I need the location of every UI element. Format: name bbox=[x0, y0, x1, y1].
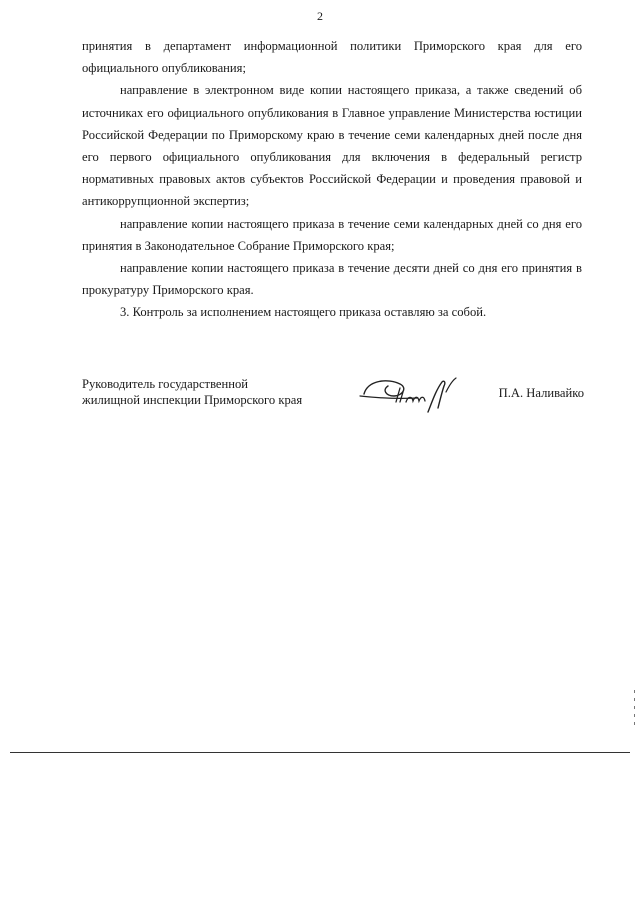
signer-title-line-2: жилищной инспекции Приморского края bbox=[82, 392, 303, 407]
signer-name: П.А. Наливайко bbox=[498, 386, 584, 400]
signer-title-line-1: Руководитель государственной bbox=[82, 377, 249, 391]
page-number: 2 bbox=[317, 9, 323, 23]
paragraph-prosecutor: направление копии настоящего приказа в течение десяти дней со дня его принятия в прокуратуру Приморского края. bbox=[82, 261, 582, 298]
paragraph-continuation: принятия в департамент информационной политики Приморского края для его официального опубликования; bbox=[82, 39, 582, 76]
bottom-divider-line bbox=[10, 752, 630, 753]
paragraph-control-clause: 3. Контроль за исполнением настоящего приказа оставляю за собой. bbox=[120, 305, 487, 320]
signer-title bbox=[82, 377, 302, 408]
document-body bbox=[82, 35, 582, 324]
scan-artifact-marks bbox=[632, 690, 636, 736]
signature-block bbox=[82, 372, 584, 432]
paragraph-electronic-copy: направление в электронном виде копии настоящего приказа, а также сведений об источниках его официального опубликования в Главное управление Министерства юстиции Российской Федерации по Приморскому краю в течение семи календарных дней после дня его первого официального опубликования для включения в федеральный регистр нормативных правовых актов субъектов Российской Федерации и проведения правовой и антикоррупционной экспертиз; bbox=[82, 83, 582, 209]
handwritten-signature bbox=[358, 372, 462, 428]
paragraph-legislative-assembly: направление копии настоящего приказа в течение семи календарных дней со дня его принятия в Законодательное Собрание Приморского края; bbox=[82, 216, 582, 253]
